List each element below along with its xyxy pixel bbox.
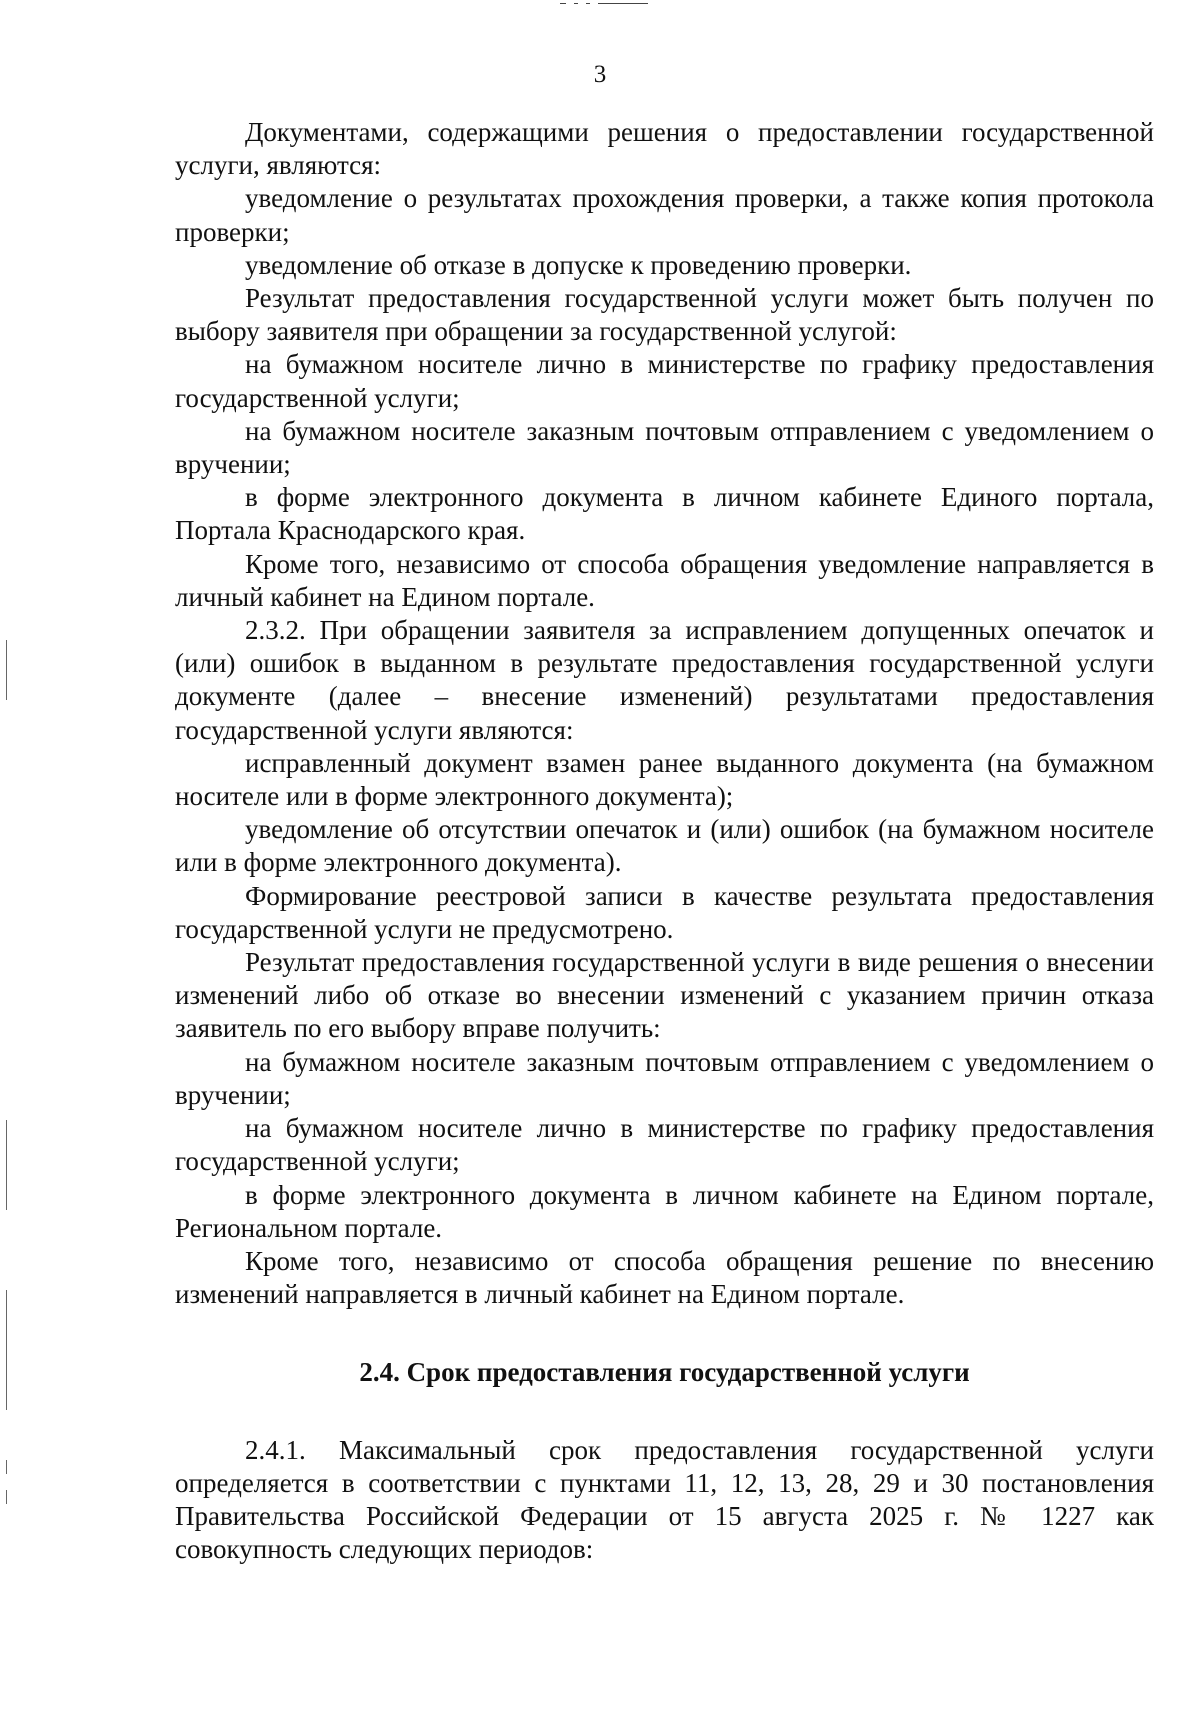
document-body: [175, 116, 1154, 1566]
paragraph: Кроме того, независимо от способа обращения решение по внесению изменений направляется в личный кабинет на Едином портале.: [175, 1245, 1154, 1310]
scan-margin-mark: [6, 1120, 7, 1210]
paragraph: Формирование реестровой записи в качестве результата предоставления государственной услуги не предусмотрено.: [175, 880, 1154, 944]
scan-margin-mark: [6, 1490, 7, 1504]
paragraph: Кроме того, независимо от способа обращения уведомление направляется в личный кабинет на Едином портале.: [175, 548, 1154, 612]
paragraph: Результат предоставления государственной услуги может быть получен по выбору заявителя при обращении за государственной услугой:: [175, 283, 1154, 347]
paragraph: на бумажном носителе лично в министерстве по графику предоставления государственной услуги;: [175, 349, 1154, 413]
scan-margin-mark: [6, 1290, 7, 1410]
paragraph: исправленный документ взамен ранее выданного документа (на бумажном носителе или в форме электронного документа);: [175, 747, 1154, 812]
paragraph: Документами, содержащими решения о предоставлении государственной услуги, являются:: [175, 117, 1154, 181]
paragraph: уведомление о результатах прохождения проверки, а также копия протокола проверки;: [175, 183, 1154, 247]
section-heading: 2.4. Срок предоставления государственной услуги: [359, 1357, 970, 1388]
paragraph: уведомление об отказе в допуске к проведению проверки.: [245, 249, 912, 280]
paragraph: на бумажном носителе лично в министерстве по графику предоставления государственной услуги;: [175, 1113, 1154, 1177]
paragraph: 2.4.1. Максимальный срок предоставления государственной услуги определяется в соответствии с пунктами 11, 12, 13, 28, 29 и 30 постановления Правительства Российской Федерации от 15 августа 2025 г. № 1227 как совокупность следующих периодов:: [175, 1434, 1154, 1565]
scan-margin-mark: [6, 1460, 7, 1474]
paragraph: в форме электронного документа в личном кабинете Единого портала, Портала Краснодарского края.: [175, 482, 1154, 546]
paragraph: на бумажном носителе заказным почтовым отправлением с уведомлением о вручении;: [175, 415, 1154, 480]
paragraph: 2.3.2. При обращении заявителя за исправлением допущенных опечаток и (или) ошибок в выданном в результате предоставления государственной услуги документе (далее – внесение изменений) результатами предоставления государственной услуги являются:: [175, 615, 1154, 745]
paragraph: Результат предоставления государственной услуги в виде решения о внесении изменений либо об отказе во внесении изменений с указанием причин отказа заявитель по его выбору вправе получить:: [175, 947, 1154, 1044]
paragraph: уведомление об отсутствии опечаток и (или) ошибок (на бумажном носителе или в форме электронного документа).: [175, 814, 1154, 878]
paragraph: в форме электронного документа в личном кабинете на Едином портале, Региональном портале.: [175, 1179, 1154, 1243]
scan-margin-mark: [6, 640, 7, 700]
paragraph: на бумажном носителе заказным почтовым отправлением с уведомлением о вручении;: [175, 1046, 1154, 1110]
scan-top-mark: [560, 0, 670, 6]
page-number: 3: [593, 61, 607, 88]
